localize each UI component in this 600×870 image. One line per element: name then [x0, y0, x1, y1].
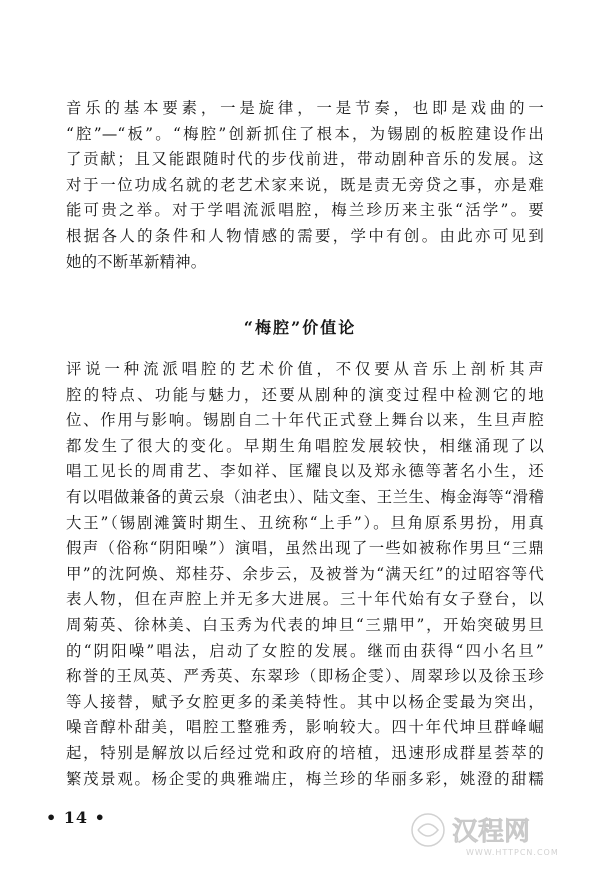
text-line: 她的不断革新精神。: [66, 252, 207, 271]
text-line: 甲”的沈阿焕、郑桂芬、余步云，及被誉为“满天红”的过昭容等代: [66, 564, 544, 583]
page-number: • 14 •: [46, 808, 106, 827]
watermark-url: WWW.HTTPCN.COM: [466, 848, 559, 857]
text-line: 位、作用与影响。锡剧自二十年代正式登上舞台以来，生旦声腔: [66, 411, 544, 430]
text-line: 的“阴阳噪”唱法，启动了女腔的发展。继而由获得“四小名旦”: [66, 641, 544, 660]
watermark-logo: [406, 808, 586, 860]
text-line: 繁茂景观。杨企雯的典雅端庄，梅兰珍的华丽多彩，姚澄的甜糯: [66, 769, 544, 788]
text-line: 对于一位功成名就的老艺术家来说，既是责无旁贷之事，亦是难: [66, 175, 544, 194]
text-line: 音乐的基本要素，一是旋律，一是节奏，也即是戏曲的一: [66, 99, 544, 117]
text-line: 等人接替，赋予女腔更多的柔美特性。其中以杨企雯最为突出，: [66, 692, 544, 711]
text-line: 周菊英、徐林美、白玉秀为代表的坤旦“三鼎甲”，开始突破男旦: [66, 615, 544, 634]
text-line: 唱工见长的周甫艺、李如祥、匡耀良以及郑永德等著名小生，还: [66, 462, 544, 481]
text-line: 都发生了很大的变化。早期生角唱腔发展较快，相继涌现了以: [66, 436, 544, 455]
paragraph-2: [66, 357, 544, 792]
text-line: “腔”—“板”。“梅腔”创新抓住了根本，为锡剧的板腔建设作出: [66, 124, 544, 143]
text-line: 称誉的王凤英、严秀英、东翠珍（即杨企雯）、周翠珍以及徐玉珍: [66, 667, 544, 686]
text-line: 起，特别是解放以后经过党和政府的培植，迅速形成群星荟萃的: [66, 743, 544, 762]
paragraph-1: [66, 96, 544, 275]
text-line: 大王”（锡剧滩簧时期生、丑统称“上手”）。旦角原系男扮，用真: [66, 513, 544, 532]
text-line: 噪音醇朴甜美，唱腔工整雅秀，影响较大。四十年代坤旦群峰崛: [66, 718, 544, 737]
text-line: 能可贵之举。对于学唱流派唱腔，梅兰珍历来主张“活学”。要: [66, 201, 544, 220]
text-line: 根据各人的条件和人物情感的需要，学中有创。由此亦可见到: [66, 226, 544, 245]
text-line: 表人物，但在声腔上并无多大进展。三十年代始有女子登台，以: [66, 590, 544, 609]
text-line: 腔的特点、功能与魅力，还要从剧种的演变过程中检测它的地: [66, 385, 544, 404]
section-heading: “梅腔”价值论: [243, 318, 357, 337]
text-line: 假声（俗称“阴阳噪”）演唱，虽然出现了一些如被称作男旦“三鼎: [66, 539, 544, 558]
text-line: 评说一种流派唱腔的艺术价值，不仅要从音乐上剖析其声: [66, 360, 544, 378]
text-line: 有以唱做兼备的黄云泉（油老虫）、陆文奎、王兰生、梅金海等“滑稽: [66, 487, 544, 506]
text-line: 了贡献；且又能跟随时代的步伐前进，带动剧种音乐的发展。这: [66, 150, 544, 169]
watermark-text: 汉程网: [452, 817, 531, 847]
